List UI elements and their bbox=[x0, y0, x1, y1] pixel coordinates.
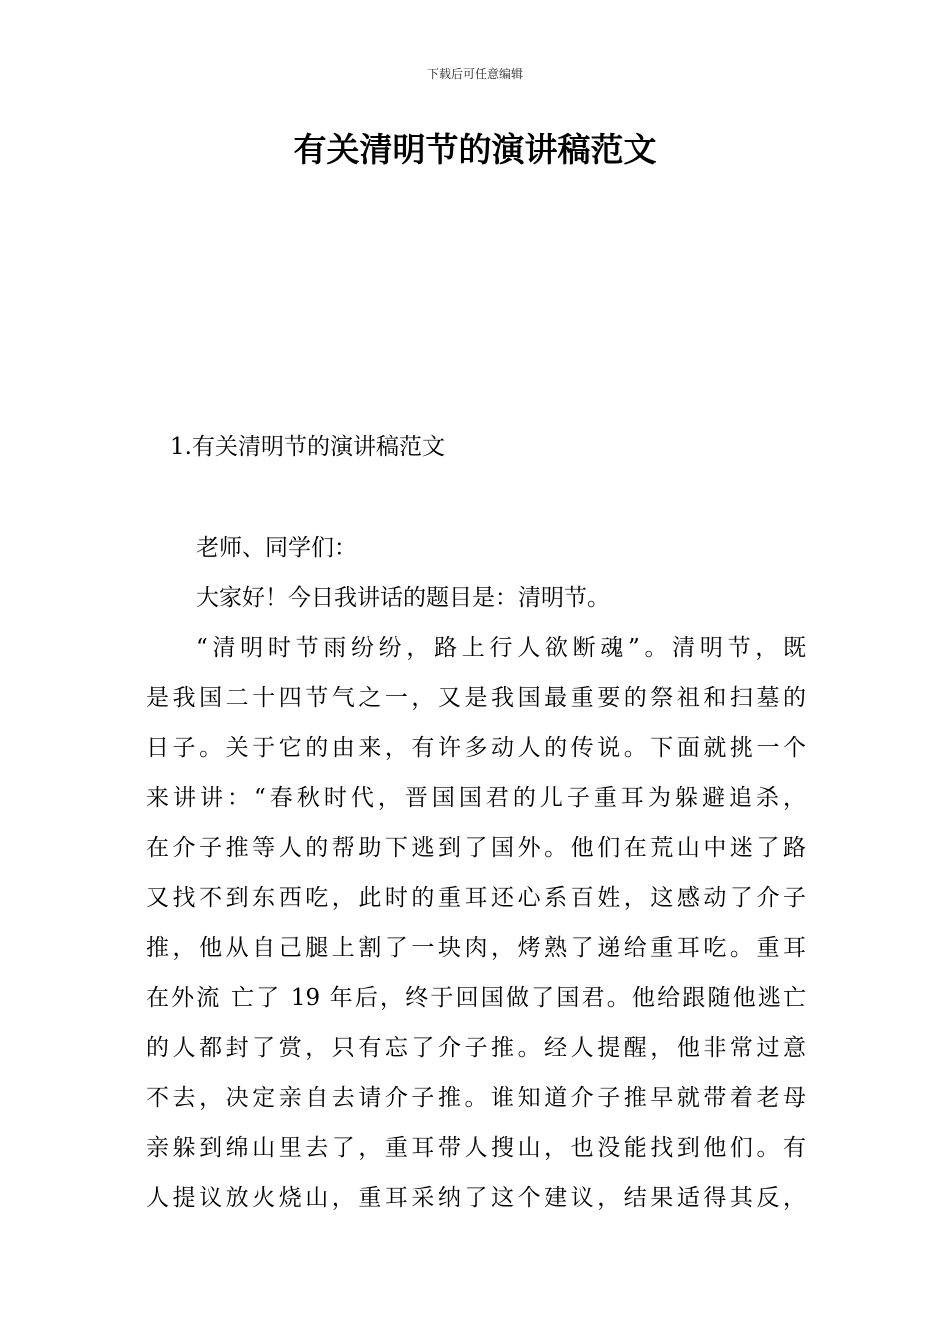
body-line: “清明时节雨纷纷，路上行人欲断魂”。清明节，既 bbox=[196, 635, 806, 661]
body-line: 人提议放火烧山，重耳采纳了这个建议，结果适得其反， bbox=[146, 1185, 806, 1211]
body-line: 推，他从自己腿上割了一块肉，烤熟了递给重耳吃。重耳 bbox=[146, 935, 806, 961]
document-title: 有关清明节的演讲稿范文 bbox=[293, 130, 657, 169]
greeting: 大家好！今日我讲话的题目是：清明节。 bbox=[196, 585, 610, 611]
body-line: 来讲讲：“春秋时代，晋国国君的儿子重耳为躲避追杀， bbox=[146, 785, 806, 811]
section-heading: 1.有关清明节的演讲稿范文 bbox=[170, 434, 445, 460]
body-line: 不去，决定亲自去请介子推。谁知道介子推早就带着老母 bbox=[146, 1085, 806, 1111]
body-line: 的人都封了赏，只有忘了介子推。经人提醒，他非常过意 bbox=[146, 1035, 806, 1061]
salutation: 老师、同学们： bbox=[196, 535, 357, 561]
body-line: 在介子推等人的帮助下逃到了国外。他们在荒山中迷了路 bbox=[146, 835, 806, 861]
body-line: 在外流 亡了 19 年后，终于回国做了国君。他给跟随他逃亡 bbox=[146, 985, 806, 1011]
body-line: 亲躲到绵山里去了，重耳带人搜山，也没能找到他们。有 bbox=[146, 1135, 806, 1161]
header-note: 下载后可任意编辑 bbox=[426, 67, 523, 81]
body-line: 又找不到东西吃，此时的重耳还心系百姓，这感动了介子 bbox=[146, 885, 806, 911]
body-line: 是我国二十四节气之一，又是我国最重要的祭祖和扫墓的 bbox=[146, 685, 806, 711]
body-line: 日子。关于它的由来，有许多动人的传说。下面就挑一个 bbox=[146, 735, 806, 761]
